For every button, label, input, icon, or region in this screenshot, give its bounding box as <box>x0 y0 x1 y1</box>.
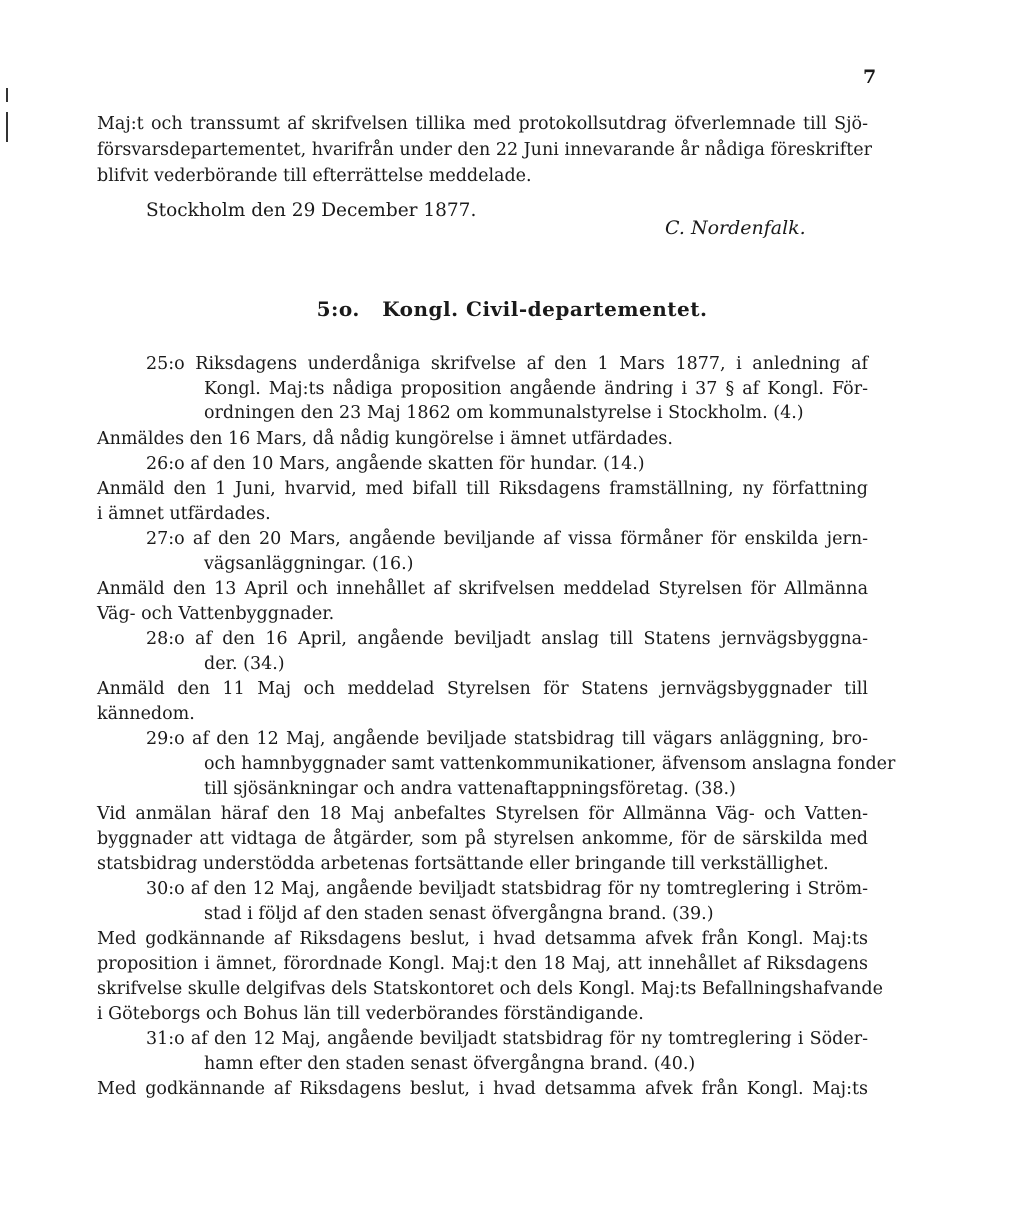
body-line: byggnader att vidtaga de åtgärder, som på styrelsen ankomme, för de särskilda med <box>97 829 868 849</box>
body-line: i ämnet utfärdades. <box>97 504 271 524</box>
place-date: Stockholm den 29 December 1877. <box>146 200 477 221</box>
body-line: Anmäld den 11 Maj och meddelad Styrelsen för Statens jernvägsbyggnader till <box>97 679 868 699</box>
intro-line: blifvit vederbörande till efterrättelse meddelade. <box>97 166 532 186</box>
body-line: ordningen den 23 Maj 1862 om kommunalstyrelse i Stockholm. (4.) <box>204 403 804 423</box>
body-line: och hamnbyggnader samt vattenkommunikationer, äfvensom anslagna fonder <box>204 754 896 774</box>
body-line: Vid anmälan häraf den 18 Maj anbefaltes Styrelsen för Allmänna Väg- och Vatten- <box>97 804 868 824</box>
body-line: i Göteborgs och Bohus län till vederbörandes förständigande. <box>97 1004 644 1024</box>
body-line: till sjösänkningar och andra vattenaftappningsföretag. (38.) <box>204 779 736 799</box>
body-line: proposition i ämnet, förordnade Kongl. Maj:t den 18 Maj, att innehållet af Riksdagens <box>97 954 868 974</box>
body-line: kännedom. <box>97 704 195 724</box>
body-line: Anmäldes den 16 Mars, då nådig kungörelse i ämnet utfärdades. <box>97 429 673 449</box>
body-line: vägsanläggningar. (16.) <box>204 554 414 574</box>
body-line: Kongl. Maj:ts nådiga proposition angående ändring i 37 § af Kongl. För- <box>204 379 868 399</box>
body-line: Med godkännande af Riksdagens beslut, i hvad detsamma afvek från Kongl. Maj:ts <box>97 1079 868 1099</box>
intro-line: Maj:t och transsumt af skrifvelsen tillika med protokollsutdrag öfverlemnade till Sjö- <box>97 114 868 134</box>
page-number: 7 <box>863 66 877 88</box>
body-line: stad i följd af den staden senast öfvergångna brand. (39.) <box>204 904 714 924</box>
body-line: 27:o af den 20 Mars, angående beviljande af vissa förmåner för enskilda jern- <box>146 529 868 549</box>
margin-mark <box>6 88 8 102</box>
intro-line: försvarsdepartementet, hvarifrån under den 22 Juni innevarande år nådiga föreskrifter <box>97 140 872 160</box>
body-line: der. (34.) <box>204 654 285 674</box>
section-heading <box>0 297 1024 321</box>
body-line: skrifvelse skulle delgifvas dels Statskontoret och dels Kongl. Maj:ts Befallningshafvande <box>97 979 883 999</box>
body-line: 30:o af den 12 Maj, angående beviljadt statsbidrag för ny tomtreglering i Ström- <box>146 879 868 899</box>
body-line: 28:o af den 16 April, angående beviljadt anslag till Statens jernvägsbyggna- <box>146 629 868 649</box>
body-line: Anmäld den 13 April och innehållet af skrifvelsen meddelad Styrelsen för Allmänna <box>97 579 868 599</box>
body-line: 31:o af den 12 Maj, angående beviljadt statsbidrag för ny tomtreglering i Söder- <box>146 1029 868 1049</box>
body-line: 26:o af den 10 Mars, angående skatten för hundar. (14.) <box>146 454 645 474</box>
body-line: statsbidrag understödda arbetenas fortsättande eller bringande till verkställighet. <box>97 854 829 874</box>
signature: C. Nordenfalk. <box>665 217 806 239</box>
body-line: Med godkännande af Riksdagens beslut, i hvad detsamma afvek från Kongl. Maj:ts <box>97 929 868 949</box>
body-line: 25:o Riksdagens underdåniga skrifvelse af den 1 Mars 1877, i anledning af <box>146 354 868 374</box>
body-line: hamn efter den staden senast öfvergångna brand. (40.) <box>204 1054 696 1074</box>
body-line: Väg- och Vattenbyggnader. <box>97 604 335 624</box>
margin-mark <box>6 112 8 142</box>
body-line: 29:o af den 12 Maj, angående beviljade statsbidrag till vägars anläggning, bro- <box>146 729 868 749</box>
body-line: Anmäld den 1 Juni, hvarvid, med bifall till Riksdagens framställning, ny författning <box>97 479 868 499</box>
section-title: Kongl. Civil-departementet. <box>382 297 708 321</box>
section-number: 5:o. <box>316 297 360 321</box>
